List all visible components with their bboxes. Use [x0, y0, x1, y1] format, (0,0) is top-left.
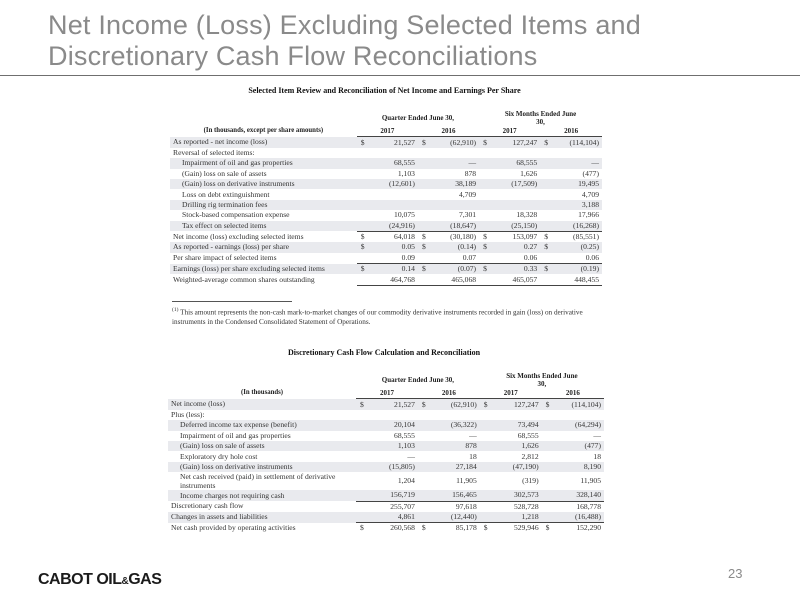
row-value: 0.06 [553, 253, 602, 264]
row-value: 1,103 [369, 441, 418, 451]
page-number: 23 [728, 566, 743, 581]
row-value: (16,268) [553, 221, 602, 232]
currency-sign [479, 179, 492, 189]
unit-label: (In thousands) [240, 389, 284, 397]
row-label: Tax effect on selected items [170, 221, 357, 232]
group-header: Quarter Ended June 30, [381, 376, 455, 384]
table-row [168, 451, 604, 461]
row-value: (24,916) [370, 221, 418, 232]
currency-sign [480, 512, 493, 523]
footnote-divider [172, 301, 292, 302]
row-value: 0.33 [492, 264, 540, 275]
row-value: 127,247 [492, 137, 540, 148]
unit-label: (In thousands, except per share amounts) [203, 127, 324, 135]
row-value: 328,140 [555, 490, 604, 501]
row-value: 127,247 [493, 399, 542, 410]
row-value: 19,495 [553, 179, 602, 189]
currency-sign [418, 441, 431, 451]
row-label: Loss on debt extinguishment [182, 189, 270, 199]
row-label: Weighted-average common shares outstanding [173, 274, 315, 284]
row-value: 18 [593, 451, 601, 461]
table-row [168, 472, 604, 490]
currency-sign [480, 410, 493, 420]
currency-sign [540, 221, 553, 232]
row-value: (319) [522, 476, 539, 486]
currency-sign [418, 451, 431, 461]
row-label: Plus (less): [171, 409, 205, 419]
currency-sign: $ [356, 399, 369, 410]
row-value: 152,290 [576, 523, 601, 533]
row-label: Stock-based compensation expense [182, 210, 290, 220]
row-value: — [407, 451, 415, 461]
year-header: 2016 [418, 388, 480, 399]
row-label: As reported - net income (loss) [170, 137, 357, 148]
currency-sign: $ [479, 231, 492, 242]
row-label: (Gain) loss on derivative instruments [170, 179, 357, 189]
currency-sign [418, 200, 431, 210]
row-value: 17,966 [578, 210, 599, 220]
slide-title: Net Income (Loss) Excluding Selected Items and Discretionary Cash Flow Reconciliations [48, 10, 641, 71]
row-value: 156,719 [369, 490, 418, 501]
net-income-reconciliation-table [170, 110, 602, 286]
row-value [555, 410, 604, 420]
row-value: 465,057 [492, 274, 540, 285]
currency-sign [418, 501, 431, 512]
discretionary-cash-flow-table [168, 372, 604, 534]
currency-sign [357, 221, 370, 232]
currency-sign [479, 253, 492, 264]
row-value: 85,178 [455, 523, 477, 533]
currency-sign [418, 274, 431, 285]
currency-sign [480, 431, 493, 441]
row-value: — [593, 430, 601, 440]
currency-sign: $ [540, 137, 553, 148]
row-value: 1,204 [397, 476, 415, 486]
row-label: Income charges not requiring cash [168, 490, 356, 501]
currency-sign [542, 420, 555, 430]
row-value: 11,905 [456, 476, 477, 486]
row-value: 1,103 [397, 168, 415, 178]
row-value: 1,626 [520, 168, 538, 178]
group-header-row [170, 110, 602, 126]
row-value: 11,905 [580, 476, 601, 486]
currency-sign [540, 148, 553, 158]
row-value [431, 148, 479, 158]
year-header: 2017 [356, 388, 418, 399]
currency-sign [540, 158, 553, 168]
row-value: 302,573 [493, 490, 542, 501]
year-header: 2017 [480, 388, 542, 399]
currency-sign: $ [480, 399, 493, 410]
currency-sign [418, 179, 431, 189]
currency-sign [479, 200, 492, 210]
row-label: Net income (loss) [168, 399, 356, 410]
row-value: 465,068 [431, 274, 479, 285]
currency-sign: $ [418, 264, 431, 275]
currency-sign [357, 210, 370, 220]
row-value: 4,709 [458, 189, 477, 199]
row-value: (64,294) [555, 420, 604, 430]
table-row [168, 512, 604, 523]
table-row [170, 264, 602, 275]
row-value [553, 148, 602, 158]
row-value: 0.27 [492, 242, 540, 252]
currency-sign [542, 490, 555, 501]
currency-sign [540, 274, 553, 285]
row-value: (30,180) [431, 231, 479, 242]
currency-sign [356, 462, 369, 472]
row-value: 73,494 [493, 420, 542, 430]
row-value: 1,218 [493, 512, 542, 523]
row-value: 260,568 [390, 523, 415, 533]
row-value: 68,555 [492, 158, 540, 168]
row-label: Net cash received (paid) in settlement of derivative instruments [180, 472, 336, 491]
currency-sign [418, 490, 431, 501]
year-header: 2017 [479, 126, 540, 137]
row-value [370, 189, 418, 199]
row-value: (0.25) [553, 242, 602, 252]
currency-sign: $ [360, 523, 364, 533]
row-value: — [553, 158, 602, 168]
logo-text-part: CABOT OIL [38, 571, 122, 588]
row-value: (17,509) [492, 179, 540, 189]
table-row [170, 221, 602, 232]
currency-sign [418, 431, 431, 441]
row-label: Changes in assets and liabilities [168, 512, 356, 523]
row-label: Discretionary cash flow [171, 501, 244, 511]
currency-sign [479, 210, 492, 220]
row-value: (114,104) [555, 399, 604, 410]
row-value: 0.14 [370, 264, 418, 275]
row-value: 18 [469, 451, 477, 461]
footnote [172, 305, 592, 327]
currency-sign [542, 512, 555, 523]
currency-sign [540, 169, 553, 179]
row-value: (12,601) [370, 179, 418, 189]
year-header-row [170, 126, 602, 137]
currency-sign [418, 158, 431, 168]
table-row [168, 490, 604, 501]
table-row [170, 148, 602, 158]
currency-sign: $ [418, 399, 431, 410]
row-value: 27,184 [431, 462, 480, 472]
row-value: 464,768 [370, 274, 418, 285]
row-label: (Gain) loss on sale of assets [182, 168, 267, 178]
title-divider [0, 75, 800, 76]
currency-sign [357, 253, 370, 264]
currency-sign: $ [540, 242, 553, 252]
currency-sign [480, 472, 493, 490]
table-row [168, 523, 604, 534]
row-value [431, 410, 480, 420]
row-value: (477) [582, 168, 599, 178]
header-spacer [170, 110, 357, 126]
currency-sign [480, 420, 493, 430]
table-row [168, 431, 604, 441]
group-header: Six Months Ended June 30, [506, 372, 578, 388]
row-label: Per share impact of selected items [173, 253, 277, 263]
year-header: 2016 [542, 388, 604, 399]
row-label: Drilling rig termination fees [170, 200, 357, 210]
row-value: 38,189 [431, 179, 479, 189]
year-header: 2016 [418, 126, 479, 137]
currency-sign [356, 490, 369, 501]
table-row [170, 231, 602, 242]
row-value [493, 410, 542, 420]
row-value: (0.14) [431, 242, 479, 252]
row-value: 0.06 [492, 253, 540, 264]
group-header: Quarter Ended June 30, [381, 114, 455, 122]
currency-sign: $ [542, 399, 555, 410]
table-row [168, 462, 604, 472]
currency-sign [479, 158, 492, 168]
row-value: 878 [431, 441, 480, 451]
row-value: 0.05 [370, 242, 418, 252]
currency-sign [479, 189, 492, 199]
row-value: (47,190) [493, 462, 542, 472]
currency-sign: $ [479, 264, 492, 275]
row-value [369, 410, 418, 420]
currency-sign [357, 158, 370, 168]
row-value: 68,555 [370, 158, 418, 168]
table-row [170, 274, 602, 285]
footnote-text: This amount represents the non-cash mark-to-market changes of our commodity derivative instruments recorded in gain (loss) on derivative instruments in the Condensed Consolidated Statement of Operations. [172, 308, 583, 327]
currency-sign [418, 410, 431, 420]
currency-sign [356, 472, 369, 490]
currency-sign: $ [418, 231, 431, 242]
row-value: — [469, 430, 477, 440]
currency-sign: $ [357, 264, 370, 275]
row-value: 3,188 [553, 200, 602, 210]
row-value: 10,075 [394, 210, 415, 220]
currency-sign [357, 169, 370, 179]
currency-sign [542, 431, 555, 441]
group-header: Six Months Ended June 30, [504, 110, 577, 126]
currency-sign [542, 472, 555, 490]
year-header: 2017 [357, 126, 418, 137]
row-value: 68,555 [394, 430, 415, 440]
table-row [170, 179, 602, 189]
currency-sign [542, 410, 555, 420]
table-row [170, 200, 602, 210]
currency-sign [356, 501, 369, 512]
table-row [168, 420, 604, 430]
currency-sign [418, 420, 431, 430]
currency-sign [418, 148, 431, 158]
currency-sign [357, 274, 370, 285]
currency-sign [540, 200, 553, 210]
row-value: 255,707 [369, 501, 418, 512]
row-label: Reversal of selected items: [173, 147, 255, 157]
row-value: 529,946 [513, 523, 539, 533]
row-value: (85,551) [553, 231, 602, 242]
currency-sign [418, 210, 431, 220]
currency-sign [540, 210, 553, 220]
currency-sign: $ [418, 137, 431, 148]
year-header-row [168, 388, 604, 399]
currency-sign [357, 200, 370, 210]
currency-sign [418, 253, 431, 264]
currency-sign [356, 420, 369, 430]
currency-sign [480, 441, 493, 451]
row-value: (0.19) [553, 264, 602, 275]
row-value: 68,555 [517, 430, 539, 440]
row-value: (18,647) [431, 221, 479, 232]
currency-sign: $ [357, 137, 370, 148]
currency-sign: $ [479, 137, 492, 148]
row-value: 156,465 [431, 490, 480, 501]
footnote-marker: (1) [172, 307, 179, 313]
row-value: 97,618 [431, 501, 480, 512]
currency-sign [542, 441, 555, 451]
row-value: (12,440) [431, 512, 480, 523]
currency-sign [479, 169, 492, 179]
row-label: (Gain) loss on sale of assets [168, 441, 356, 451]
currency-sign: $ [545, 523, 550, 533]
row-value [492, 148, 540, 158]
table-row [170, 137, 602, 148]
currency-sign [479, 221, 492, 232]
table-row [170, 189, 602, 199]
row-value: (62,910) [431, 137, 479, 148]
logo-text-part: GAS [128, 571, 162, 588]
row-value: 153,097 [492, 231, 540, 242]
currency-sign: $ [540, 231, 553, 242]
currency-sign [356, 410, 369, 420]
currency-sign [480, 501, 493, 512]
row-label: Earnings (loss) per share excluding selected items [170, 264, 357, 275]
currency-sign [480, 490, 493, 501]
row-value: 18,328 [516, 210, 538, 220]
row-value: (477) [555, 441, 604, 451]
row-value: 4,709 [581, 189, 599, 199]
currency-sign [357, 189, 370, 199]
currency-sign [356, 451, 369, 461]
currency-sign: $ [483, 523, 488, 533]
currency-sign: $ [421, 523, 426, 533]
currency-sign [357, 148, 370, 158]
currency-sign [540, 179, 553, 189]
header-spacer [168, 372, 356, 388]
row-value [431, 200, 479, 210]
currency-sign [357, 179, 370, 189]
currency-sign [480, 451, 493, 461]
currency-sign [418, 472, 431, 490]
currency-sign [418, 512, 431, 523]
row-value [492, 189, 540, 199]
year-header: 2016 [540, 126, 602, 137]
row-value: 448,455 [553, 274, 602, 285]
currency-sign [356, 512, 369, 523]
row-value: (15,805) [369, 462, 418, 472]
row-value: (25,150) [492, 221, 540, 232]
currency-sign: $ [540, 264, 553, 275]
row-label: Net income (loss) excluding selected items [173, 231, 304, 241]
currency-sign: $ [357, 242, 370, 252]
table-row [170, 253, 602, 264]
currency-sign [479, 274, 492, 285]
table-row [168, 501, 604, 512]
table-row [170, 169, 602, 179]
row-value: 20,104 [369, 420, 418, 430]
table-row [168, 399, 604, 410]
row-value: 878 [464, 168, 477, 178]
row-value: (36,322) [431, 420, 480, 430]
row-value: 7,301 [458, 210, 477, 220]
table-row [168, 410, 604, 420]
row-value: (62,910) [431, 399, 480, 410]
currency-sign: $ [357, 231, 370, 242]
table-row [168, 441, 604, 451]
currency-sign [542, 451, 555, 461]
currency-sign [542, 462, 555, 472]
table-row [170, 158, 602, 168]
row-label: Net cash provided by operating activities [171, 523, 296, 533]
row-value [370, 148, 418, 158]
row-value: 64,018 [370, 231, 418, 242]
row-value: 2,812 [521, 451, 539, 461]
currency-sign [540, 189, 553, 199]
row-value: (16,488) [555, 512, 604, 523]
row-label: Deferred income tax expense (benefit) [168, 420, 356, 430]
cabot-logo [38, 571, 161, 589]
currency-sign [542, 501, 555, 512]
group-header-row [168, 372, 604, 388]
currency-sign [418, 462, 431, 472]
currency-sign [356, 441, 369, 451]
logo-text-part: & [121, 576, 129, 587]
currency-sign [356, 431, 369, 441]
currency-sign [479, 148, 492, 158]
currency-sign [418, 221, 431, 232]
row-label: Exploratory dry hole cost [180, 451, 258, 461]
row-value: 168,778 [555, 501, 604, 512]
row-label: Impairment of oil and gas properties [180, 430, 291, 440]
row-value: 1,626 [493, 441, 542, 451]
table2-title: Discretionary Cash Flow Calculation and Reconciliation [287, 348, 481, 357]
row-value: 8,190 [555, 462, 604, 472]
row-value: 0.07 [431, 253, 479, 264]
row-value [370, 200, 418, 210]
row-value: 0.09 [370, 253, 418, 264]
currency-sign [540, 253, 553, 264]
currency-sign: $ [479, 242, 492, 252]
row-label: As reported - earnings (loss) per share [170, 242, 357, 252]
currency-sign [418, 169, 431, 179]
table1-title: Selected Item Review and Reconciliation of Net Income and Earnings Per Share [248, 86, 521, 95]
table-row [170, 242, 602, 252]
row-value: (0.07) [431, 264, 479, 275]
row-value: 21,527 [369, 399, 418, 410]
row-value: 528,728 [493, 501, 542, 512]
row-value: 4,861 [369, 512, 418, 523]
currency-sign [418, 189, 431, 199]
row-label: Impairment of oil and gas properties [170, 158, 357, 168]
row-value: (114,104) [553, 137, 602, 148]
row-label: (Gain) loss on derivative instruments [168, 462, 356, 472]
table-row [170, 210, 602, 220]
row-value [492, 200, 540, 210]
currency-sign: $ [418, 242, 431, 252]
row-value: — [431, 158, 479, 168]
currency-sign [480, 462, 493, 472]
row-value: 21,527 [370, 137, 418, 148]
